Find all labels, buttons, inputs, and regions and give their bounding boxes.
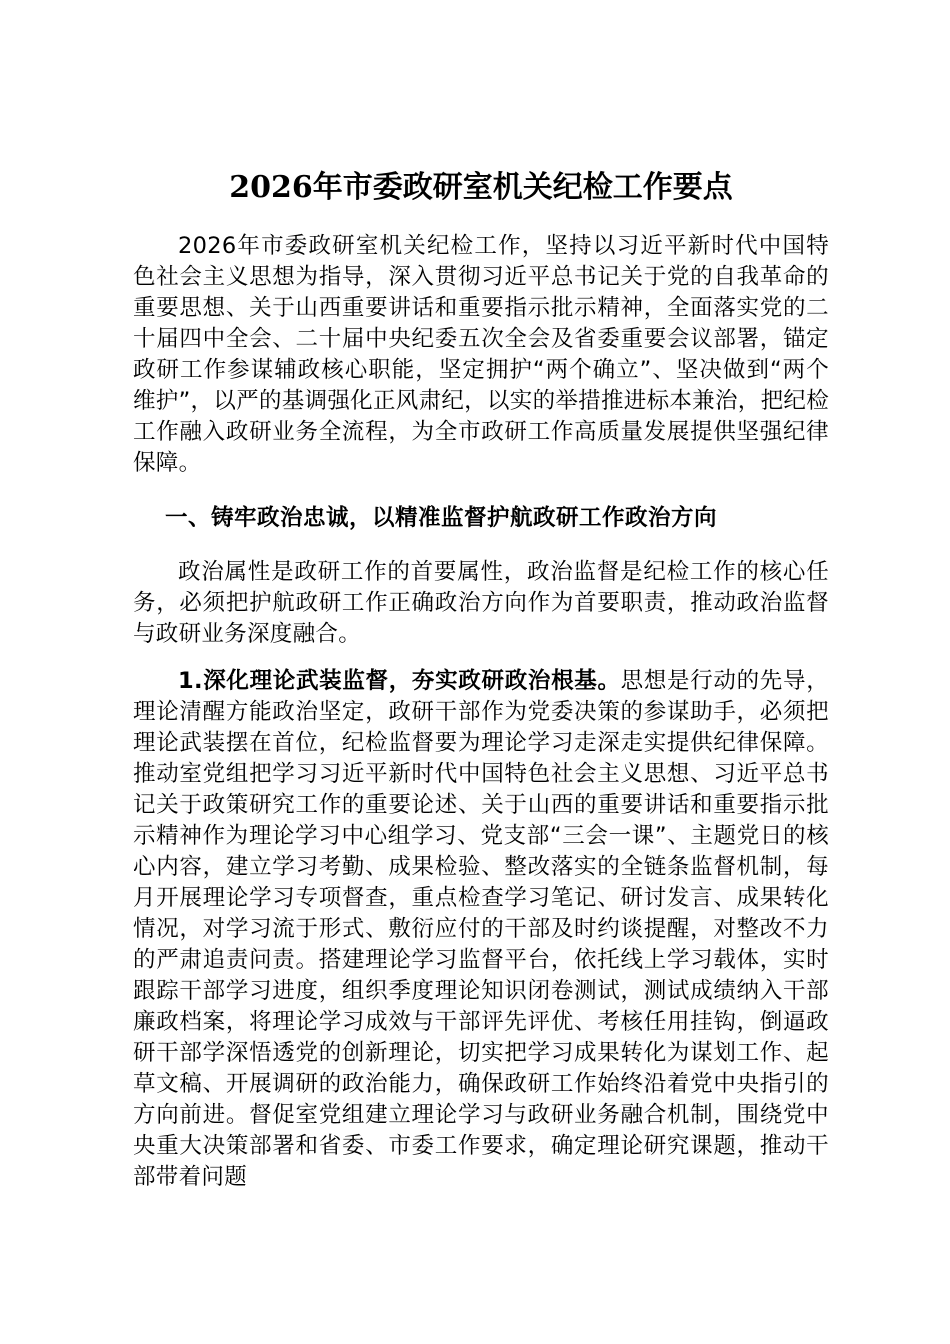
section-1-heading: 一、铸牢政治忠诚，以精准监督护航政研工作政治方向 [165,505,718,531]
document-page [133,168,829,1193]
item-1-lead: 1.深化理论武装监督，夯实政研政治根基。 [178,668,621,694]
intro-paragraph: 2026年市委政研室机关纪检工作，坚持以习近平新时代中国特色社会主义思想为指导，深入贯彻习近平总书记关于党的自我革命的重要思想、关于山西重要讲话和重要指示批示精神，全面落实党的二十届四中全会、二十届中央纪委五次全会及省委重要会议部署，锚定政研工作参谋辅政核心职能，坚定拥护“两个确立”、坚决做到“两个维护”，以严的基调强化正风肃纪，以实的举措推进标本兼治，把纪检工作融入政研业务全流程，为全市政研工作高质量发展提供坚强纪律保障。 [133,233,829,476]
document-title: 2026年市委政研室机关纪检工作要点 [229,170,733,205]
section-1-intro-paragraph: 政治属性是政研工作的首要属性，政治监督是纪检工作的核心任务，必须把护航政研工作正确政治方向作为首要职责，推动政治监督与政研业务深度融合。 [133,559,829,647]
item-1-paragraph [133,666,829,1193]
item-1-body: 思想是行动的先导，理论清醒方能政治坚定，政研干部作为党委决策的参谋助手，必须把理论武装摆在首位，纪检监督要为理论学习走深走实提供纪律保障。推动室党组把学习习近平新时代中国特色社会主义思想、习近平总书记关于政策研究工作的重要论述、关于山西的重要讲话和重要指示批示精神作为理论学习中心组学习、党支部“三会一课”、主题党日的核心内容，建立学习考勤、成果检验、整改落实的全链条监督机制，每月开展理论学习专项督查，重点检查学习笔记、研讨发言、成果转化情况，对学习流于形式、敷衍应付的干部及时约谈提醒，对整改不力的严肃追责问责。搭建理论学习监督平台，依托线上学习载体，实时跟踪干部学习进度，组织季度理论知识闭卷测试，测试成绩纳入干部廉政档案，将理论学习成效与干部评先评优、考核任用挂钩，倒逼政研干部学深悟透党的创新理论，切实把学习成果转化为谋划工作、起草文稿、开展调研的政治能力，确保政研工作始终沿着党中央指引的方向前进。督促室党组建立理论学习与政研业务融合机制，围绕党中央重大决策部署和省委、市委工作要求，确定理论研究课题，推动干部带着问题 [133,668,829,1190]
